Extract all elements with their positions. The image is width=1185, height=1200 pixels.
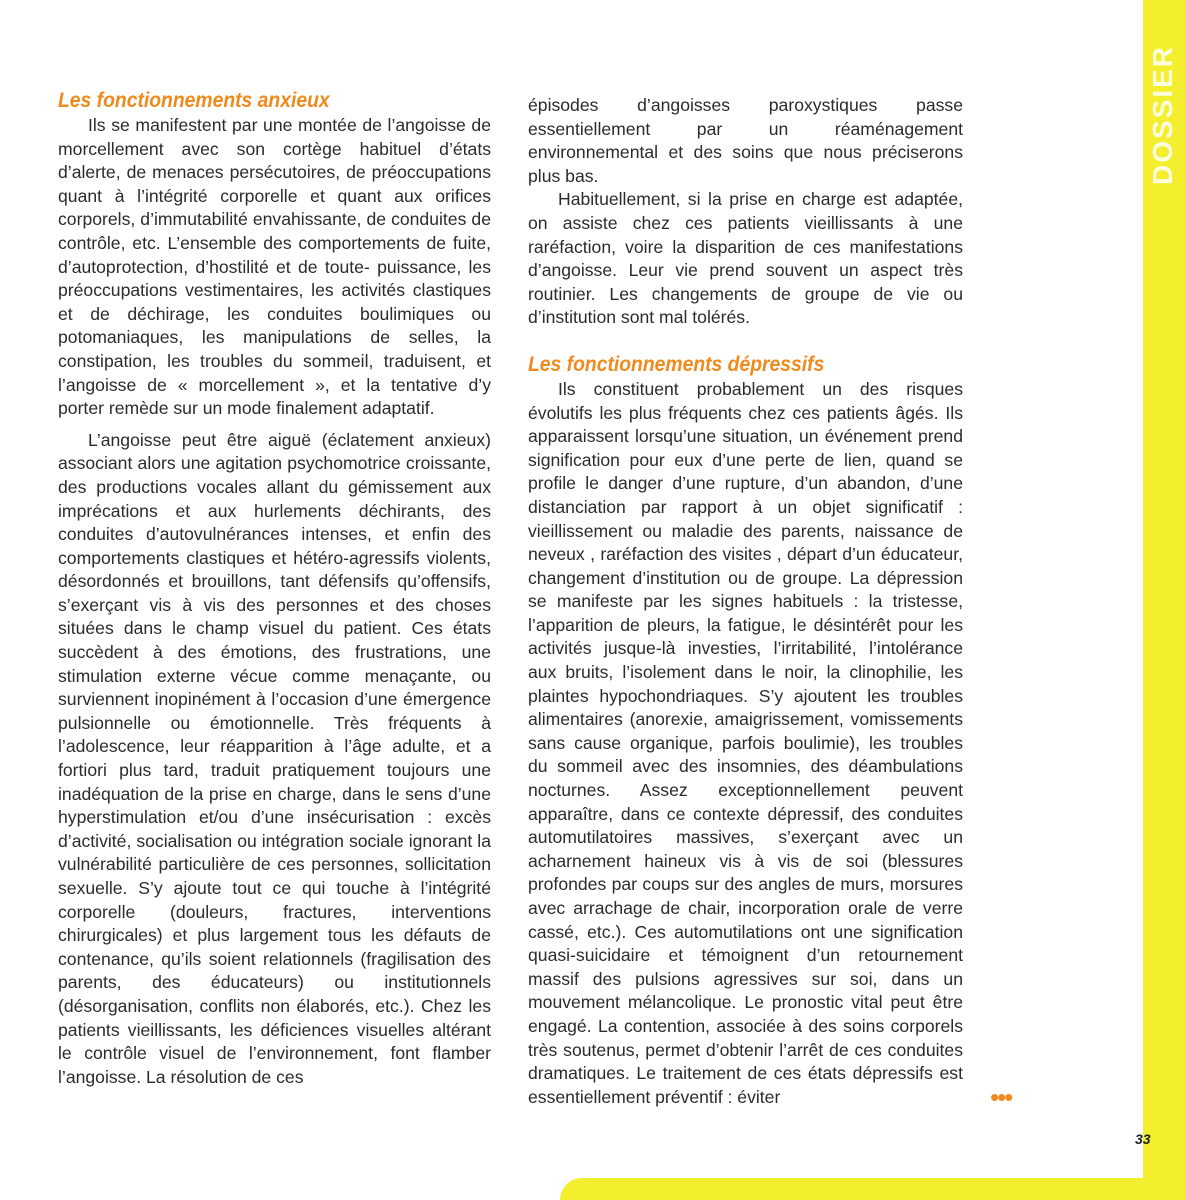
paragraph-continuation: épisodes d’angoisses paroxystiques passe essentiellement par un réaménagement environnemental et des soins que nous préciserons plus bas. [528, 95, 963, 186]
right-column [528, 94, 963, 1109]
paragraph: Habituellement, si la prise en charge est adaptée, on assiste chez ces patients vieillissants à une raréfaction, voire la disparition de ces manifestations d’angoisse. Leur vie prend souvent un aspect très routinier. Les changements de groupe de vie ou d’institution sont mal tolérés. [528, 189, 963, 328]
section-heading-depressifs: Les fonctionnements dépressifs [528, 352, 825, 376]
section-label: DOSSIER [1147, 44, 1178, 186]
continuation-dots: ••• [990, 1082, 1012, 1112]
paragraph: L’angoisse peut être aiguë (éclatement anxieux) associant alors une agitation psychomotrice croissante, des productions vocales allant du gémissement aux imprécations et aux hurlements déchirants, des conduites d’autovulnérances intenses, et enfin des comportements clastiques et hétéro-agressifs violents, désordonnés et brouillons, tant défensifs qu’offensifs, s’exerçant vis à vis des personnes et des choses situées dans le champ visuel du patient. Ces états succèdent à des émotions, des frustrations, une stimulation externe vécue comme menaçante, ou surviennent inopinément à l’occasion d’une émergence pulsionnelle ou émotionnelle. Très fréquents à l’adolescence, leur réapparition à l’âge adulte, et a fortiori plus tard, traduit pratiquement toujours une inadéquation de la prise en charge, dans le sens d’une hyperstimulation et/ou d’une insécurisation : excès d’activité, socialisation ou intégration sociale ignorant la vulnérabilité particulière de ces personnes, sollicitation sexuelle. S’y ajoute tout ce qui touche à l’intégrité corporelle (douleurs, fractures, interventions chirurgicales) et plus largement tous les défauts de contenance, qu’ils soient relationnels (fragilisation des parents, des éducateurs) ou institutionnels (désorganisation, conflits non élaborés, etc.). Chez les patients vieillissants, les déficiences visuelles altérant le contrôle visuel de l’environnement, font flamber l’angoisse. La résolution de ces [58, 429, 491, 1087]
left-column [58, 88, 491, 1089]
yellow-bottom-band [560, 1178, 1185, 1200]
paragraph: Ils se manifestent par une montée de l’angoisse de morcellement avec son cortège habituel d’états d’alerte, de menaces persécutoires, de préoccupations quant à l’intégrité corporelle et quant aux orifices corporels, d’immutabilité envahissante, de conduites de contrôle, etc. L’ensemble des comportements de fuite, d’autoprotection, d’hostilité et de toute- puissance, les préoccupations vestimentaires, les activités clastiques et de déchirage, les conduites boulimiques ou potomaniaques, les manipulations de selles, la constipation, les troubles du sommeil, traduisent, et l’angoisse de « morcellement », et la tentative d’y porter remède sur un mode finalement adaptatif. [58, 115, 491, 419]
paragraph: Ils constituent probablement un des risques évolutifs les plus fréquents chez ces patients âgés. Ils apparaissent lorsqu’une situation, un événement prend signification pour eux d’une perte de lien, quand se profile le danger d’une rupture, d’un abandon, d’une distanciation par rapport à un objet significatif : vieillissement ou maladie des parents, naissance de neveux , raréfaction des visites , départ d’un éducateur, changement d’institution ou de groupe. La dépression se manifeste par les signes habituels : la tristesse, l’apparition de pleurs, la fatigue, le désintérêt pour les activités jusque-là investies, l’irritabilité, l’intolérance aux bruits, l’isolement dans le noir, la clinophilie, les plaintes hypochondriaques. S’y ajoutent les troubles alimentaires (anorexie, amaigrissement, vomissements sans cause organique, parfois boulimie), les troubles du sommeil avec des insomnies, des déambulations nocturnes. Assez exceptionnellement peuvent apparaître, dans ce contexte dépressif, des conduites automutilatoires massives, s’exerçant avec un acharnement haineux vis à vis de soi (blessures profondes par coups sur des angles de murs, morsures avec arrachage de chair, incorporation orale de verre cassé, etc.). Ces automutilations ont une signification quasi-suicidaire et témoignent d’un retournement massif des pulsions agressives sur soi, dans un mouvement mélancolique. Le pronostic vital peut être engagé. La contention, associée à des soins corporels très soutenus, permet d’obtenir l’arrêt de ces conduites dramatiques. Le traitement de ces états dépressifs est essentiellement préventif : éviter [528, 378, 963, 1107]
page-number: 33 [1135, 1131, 1151, 1147]
section-heading-anxieux: Les fonctionnements anxieux [58, 89, 330, 112]
